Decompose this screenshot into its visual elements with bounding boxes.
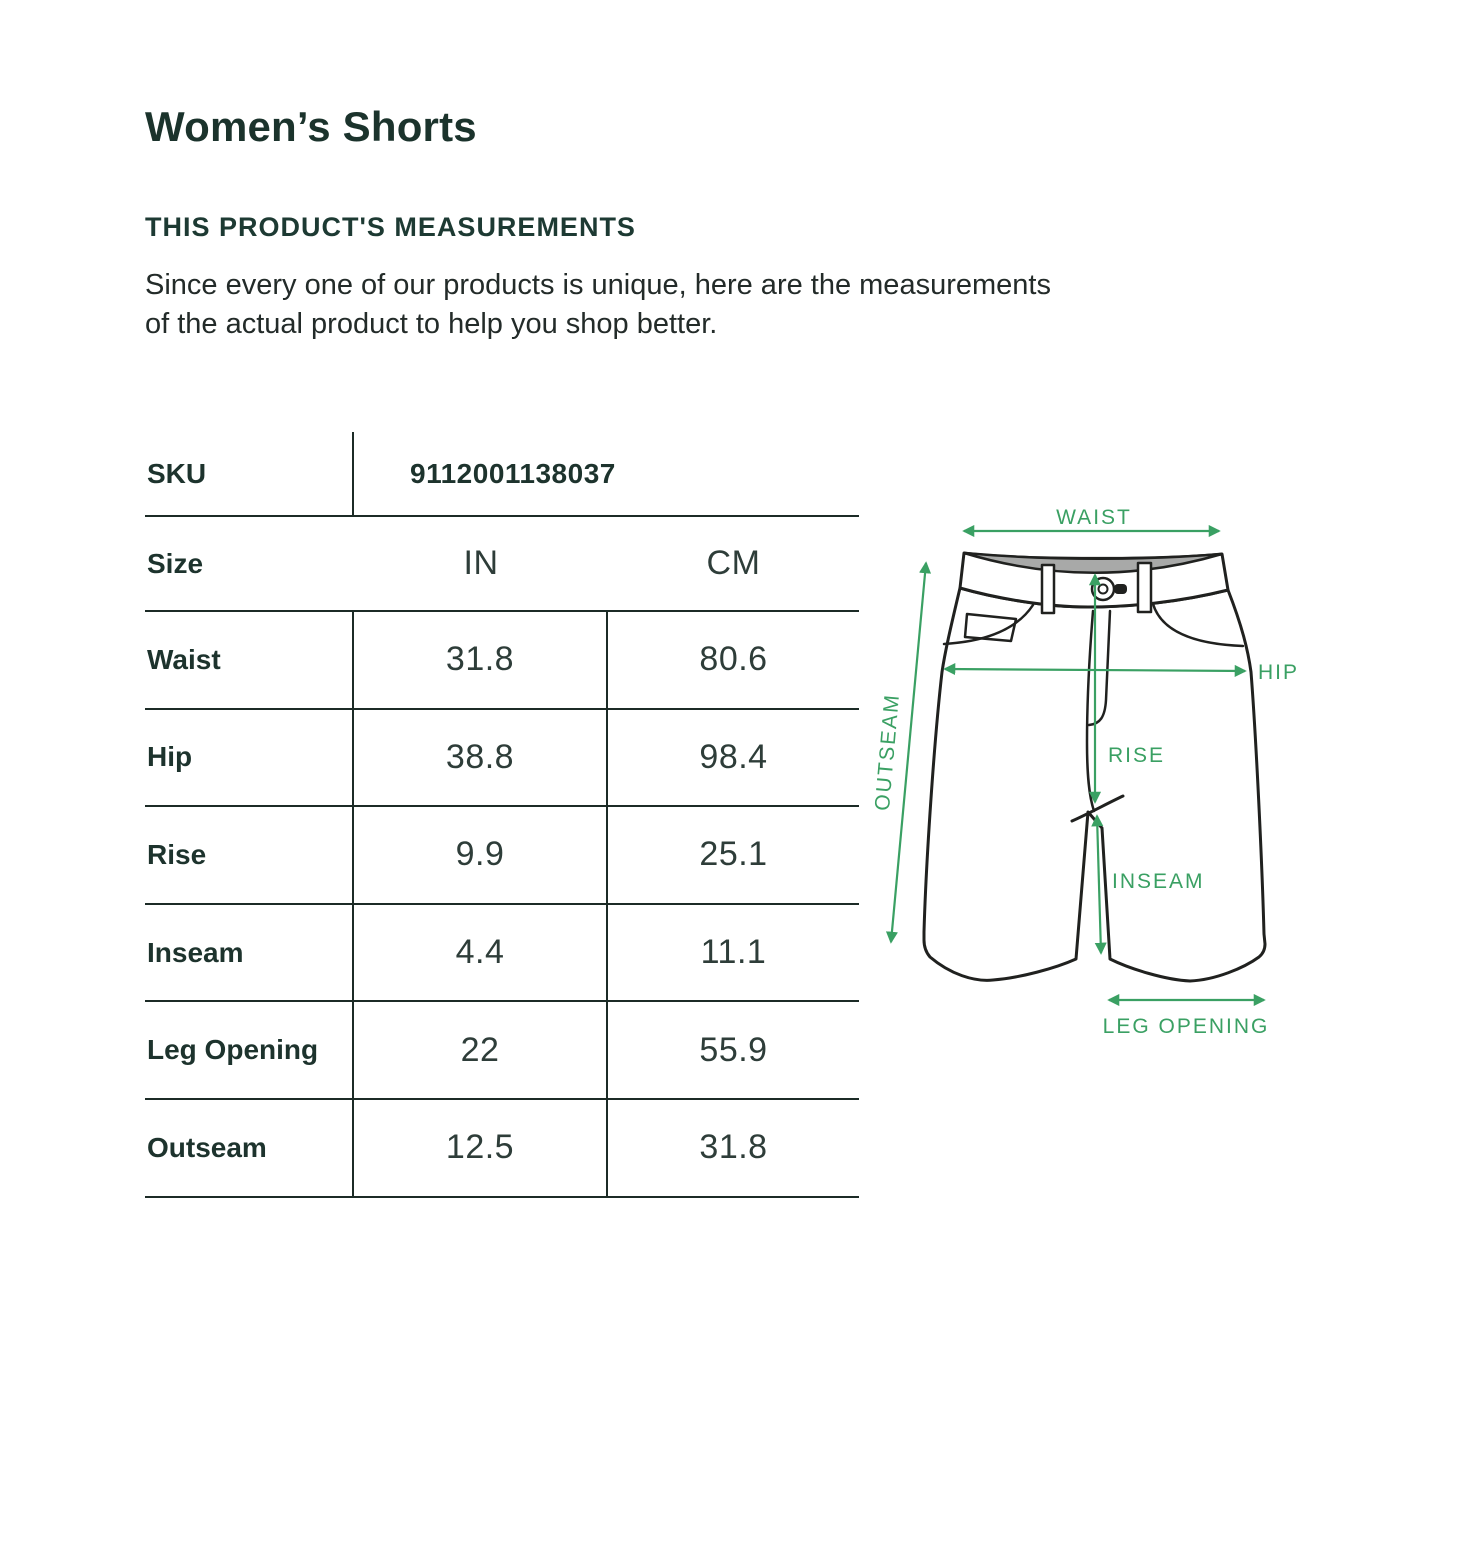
row-value-cm: 98.4 bbox=[699, 737, 768, 776]
row-label: Waist bbox=[147, 643, 221, 675]
row-value-in: 38.8 bbox=[445, 737, 515, 776]
row-value-cm: 25.1 bbox=[699, 835, 768, 874]
row-value-cm: 80.6 bbox=[699, 640, 768, 679]
row-value-in: 9.9 bbox=[455, 835, 505, 874]
section-heading: THIS PRODUCT'S MEASUREMENTS bbox=[145, 212, 636, 242]
section-description bbox=[145, 266, 1051, 344]
description-line-1: Since every one of our products is unique, here are the measurements bbox=[145, 269, 1051, 301]
row-label: Hip bbox=[147, 741, 193, 773]
leg-opening-label: LEG OPENING bbox=[1102, 1015, 1270, 1038]
inseam-arrow bbox=[1097, 816, 1101, 953]
row-label: Inseam bbox=[147, 936, 244, 968]
table-row-rise bbox=[145, 807, 859, 905]
sku-label-cell bbox=[145, 432, 354, 515]
shorts-measurement-diagram bbox=[860, 480, 1460, 1080]
row-value-cm: 55.9 bbox=[699, 1030, 768, 1069]
outseam-label: OUTSEAM bbox=[870, 692, 905, 812]
row-value-in: 4.4 bbox=[455, 933, 505, 972]
sku-label: SKU bbox=[147, 457, 207, 489]
page-title: Women’s Shorts bbox=[145, 103, 477, 150]
table-row-leg-opening bbox=[145, 1002, 859, 1100]
row-label: Rise bbox=[147, 838, 207, 870]
table-row-outseam bbox=[145, 1100, 859, 1198]
belt-loop-left bbox=[1042, 565, 1054, 613]
sku-value-cell bbox=[354, 432, 859, 515]
description-line-2: of the actual product to help you shop better. bbox=[145, 308, 718, 340]
table-row-sku bbox=[145, 432, 859, 517]
inseam-label: INSEAM bbox=[1112, 870, 1205, 893]
measurements-table bbox=[145, 432, 859, 1198]
unit-header-in: IN bbox=[463, 544, 499, 582]
row-value-cm: 31.8 bbox=[699, 1128, 768, 1167]
size-label: Size bbox=[147, 547, 204, 579]
row-label: Leg Opening bbox=[147, 1034, 319, 1066]
row-label: Outseam bbox=[147, 1131, 267, 1163]
row-value-in: 22 bbox=[460, 1030, 500, 1069]
belt-loop-right bbox=[1138, 563, 1151, 612]
hip-label: HIP bbox=[1258, 661, 1300, 684]
unit-header-cm: CM bbox=[706, 544, 761, 582]
row-value-in: 31.8 bbox=[445, 640, 515, 679]
row-value-in: 12.5 bbox=[445, 1128, 515, 1167]
button-tab bbox=[1114, 584, 1127, 594]
table-row-inseam bbox=[145, 905, 859, 1003]
row-value-cm: 11.1 bbox=[700, 933, 767, 972]
table-row-size-header bbox=[145, 517, 859, 612]
sku-value: 9112001138037 bbox=[410, 457, 616, 489]
table-row-waist bbox=[145, 612, 859, 710]
waist-label: WAIST bbox=[1056, 506, 1132, 529]
size-label-cell bbox=[145, 517, 354, 610]
table-row-hip bbox=[145, 710, 859, 808]
rise-label: RISE bbox=[1108, 744, 1166, 767]
